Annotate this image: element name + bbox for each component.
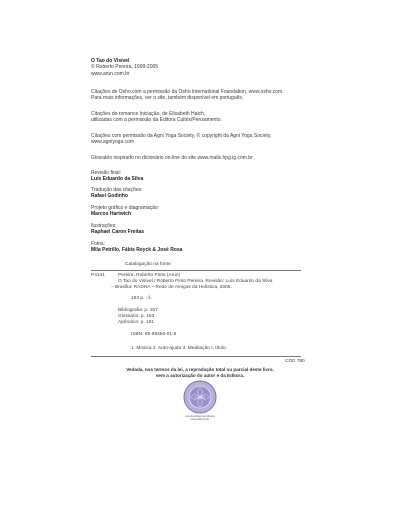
role-label: Projeto gráfico e diagramação: <box>91 205 160 211</box>
catalog-heading: Catalogação na fonte <box>125 262 171 267</box>
publisher-seal-logo <box>183 380 217 414</box>
catalog-publisher-line: – Brasília: RADHA – Rede de Amigos da Holística, 2005. <box>111 285 232 290</box>
legal-line-1: Vedada, nos termos da lei, a reprodução total ou parcial deste livro, <box>126 367 274 372</box>
agni-credit-line-2: www.agniyoga.com <box>91 139 135 146</box>
glossary-note-block <box>91 155 331 161</box>
role-design <box>91 205 331 218</box>
legal-notice <box>120 367 280 379</box>
seal-caption-line-2: www.radha.org.br <box>190 418 210 421</box>
role-photos <box>91 241 331 254</box>
author-website: www.arun.com.br <box>91 70 130 77</box>
seal-caption-line-1: rede de amigos da holística <box>185 415 215 418</box>
role-names: Luís Eduardo da Silva <box>91 176 144 183</box>
role-illustrations <box>91 223 331 236</box>
seal-wordmark: radha <box>195 394 205 400</box>
agni-credits <box>91 133 331 146</box>
glossary-note: Glossário inspirado no dicionário on-line do site www.malis.hpg.ig.com.br <box>91 155 253 161</box>
catalog-note: Apêndice: p. 191 <box>118 320 155 325</box>
role-label: Ilustrações: <box>91 223 117 229</box>
legal-line-2: sem a autorização do autor e da Editora. <box>155 373 245 378</box>
catalog-title-line: O Tao do Visível / Roberto Pinto Pereira. Revisão: Luís Eduardo da Silva <box>118 279 273 284</box>
role-names: Rafael Godinho <box>91 193 128 200</box>
osho-credits <box>91 89 331 102</box>
role-label: Tradução das citações: <box>91 187 143 193</box>
copyright-line: © Roberto Pereira, 1999-2005 <box>91 64 159 71</box>
romance-credits <box>91 111 331 124</box>
catalog-note: Bibliografia: p. 157 <box>118 308 158 313</box>
role-label: Fotos: <box>91 241 105 247</box>
role-names: Raphael Caron Freitas <box>91 229 145 236</box>
role-names: Mila Petrillo, Fábis Reyck & José Rosa <box>91 247 183 254</box>
romance-credit-line-1: Citações do romance Iniciação, de Elisabeth Haich, <box>91 111 206 117</box>
seal-caption <box>185 415 215 421</box>
catalog-call-number: P4141 <box>91 273 105 278</box>
romance-credit-line-2: utilizadas com a permissão da Editora Cultrix/Pensamento. <box>91 117 222 124</box>
catalog-subjects: 1. Mosica 2. Auto-ajuda 3. Meditação I. título <box>131 346 226 351</box>
catalog-pages: 193 p. : il. <box>131 296 152 301</box>
catalog-note: Glossário: p. 163 <box>118 314 155 319</box>
book-title: O Tao do Visível <box>91 58 130 64</box>
title-block <box>91 58 331 77</box>
role-final-review <box>91 170 331 183</box>
role-translation <box>91 187 331 200</box>
osho-credit-line-2: Para mais informações, ver o site, também disponível em português. <box>91 95 244 102</box>
catalog-bottom-rule <box>91 356 301 357</box>
catalog-author: Pereira, Roberto Pinto (Arun) <box>118 273 181 278</box>
agni-credit-line-1: Citações com permissão da Agni Yoga Society, © copyright da Agni Yoga Society, <box>91 133 272 139</box>
catalog-isbn: ISBN: 85-98456-01-6 <box>131 332 177 337</box>
catalog-top-rule <box>91 270 301 271</box>
catalog-cdd: CDD 780 <box>285 359 305 364</box>
role-label: Revisão final: <box>91 170 122 176</box>
osho-credit-line-1: Citações de Osho.com a permissão da Osho International Foundation, www.osho.com. <box>91 89 284 95</box>
role-names: Marcos Hartwich <box>91 211 132 218</box>
